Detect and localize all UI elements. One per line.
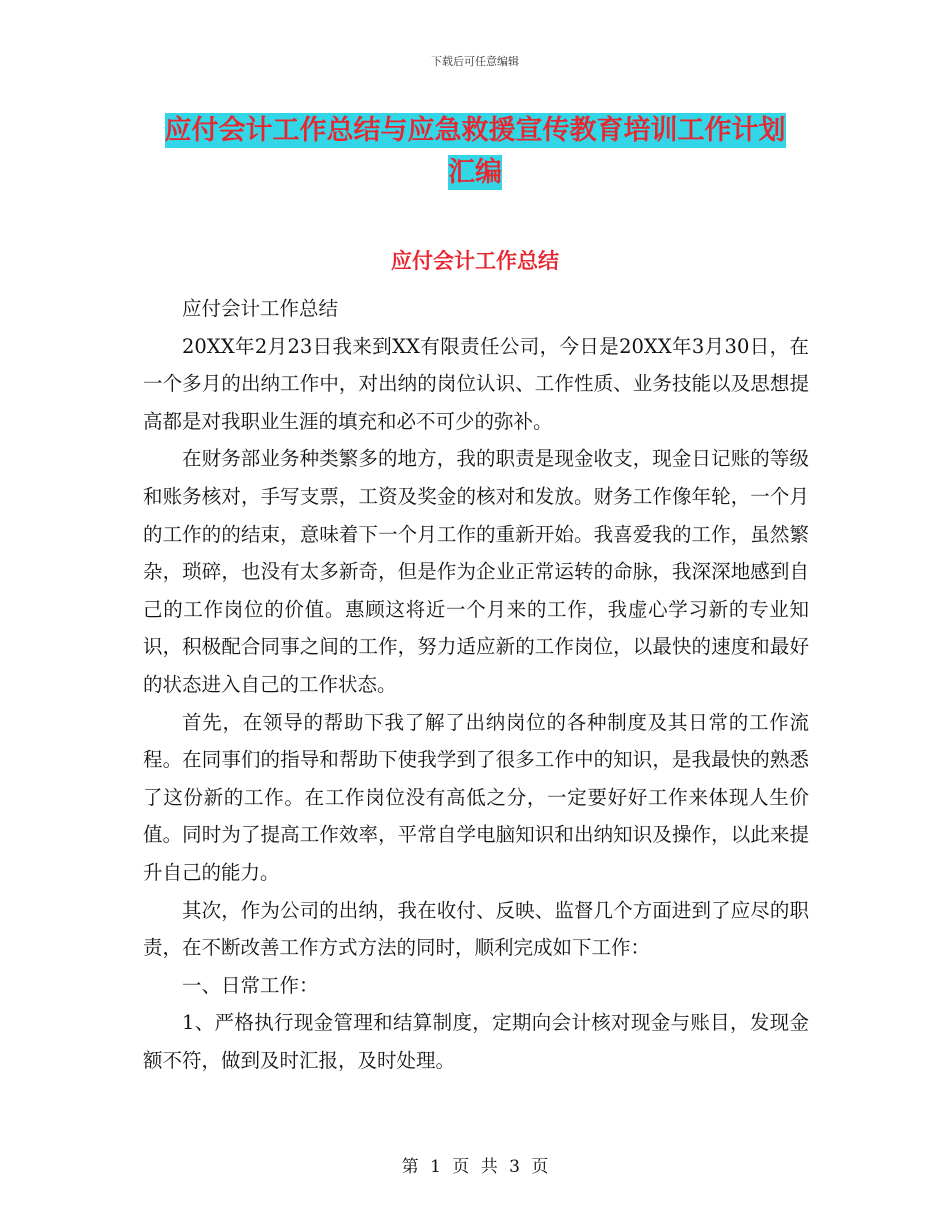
header-note: 下载后可任意编辑 [431,55,519,68]
document-title-line-2 [0,153,950,193]
paragraph: 20XX年2月23日我来到XX有限责任公司，今日是20XX年3月30日，在一个多月的出纳工作中，对出纳的岗位认识、工作性质、业务技能以及思想提高都是对我职业生涯的填充和必不可少的弥补。 [143,334,809,433]
page-footer: 第 1 页 共 3 页 [401,1157,549,1177]
paragraph: 其次，作为公司的出纳，我在收付、反映、监督几个方面进到了应尽的职责，在不断改善工作方式方法的同时，顺利完成如下工作： [143,898,809,960]
paragraph: 应付会计工作总结 [182,297,339,320]
document-title-text-1: 应付会计工作总结与应急救援宣传教育培训工作计划 [164,115,786,146]
paragraph: 1、严格执行现金管理和结算制度，定期向会计核对现金与账目，发现金额不符，做到及时汇报，及时处理。 [143,1011,809,1072]
paragraph: 在财务部业务种类繁多的地方，我的职责是现金收支，现金日记账的等级和账务核对，手写支票，工资及奖金的核对和发放。财务工作像年轮，一个月的工作的的结束，意味着下一个月工作的重新开始。我喜爱我的工作，虽然繁杂，琐碎，也没有太多新奇，但是作为企业正常运转的命脉，我深深地感到自己的工作岗位的价值。惠顾这将近一个月来的工作，我虚心学习新的专业知识，积极配合同事之间的工作，努力适应新的工作岗位，以最快的速度和最好的状态进入自己的工作状态。 [143,447,809,696]
document-body [143,290,809,1079]
section-title: 应付会计工作总结 [391,248,559,273]
document-title-line-1 [0,111,950,151]
paragraph: 一、日常工作： [182,973,319,997]
paragraph: 首先，在领导的帮助下我了解了出纳岗位的各种制度及其日常的工作流程。在同事们的指导和帮助下使我学到了很多工作中的知识，是我最快的熟悉了这份新的工作。在工作岗位没有高低之分，一定要好好工作来体现人生价值。同时为了提高工作效率，平常自学电脑知识和出纳知识及操作，以此来提升自己的能力。 [143,710,809,884]
document-title-text-2: 汇编 [448,157,502,188]
